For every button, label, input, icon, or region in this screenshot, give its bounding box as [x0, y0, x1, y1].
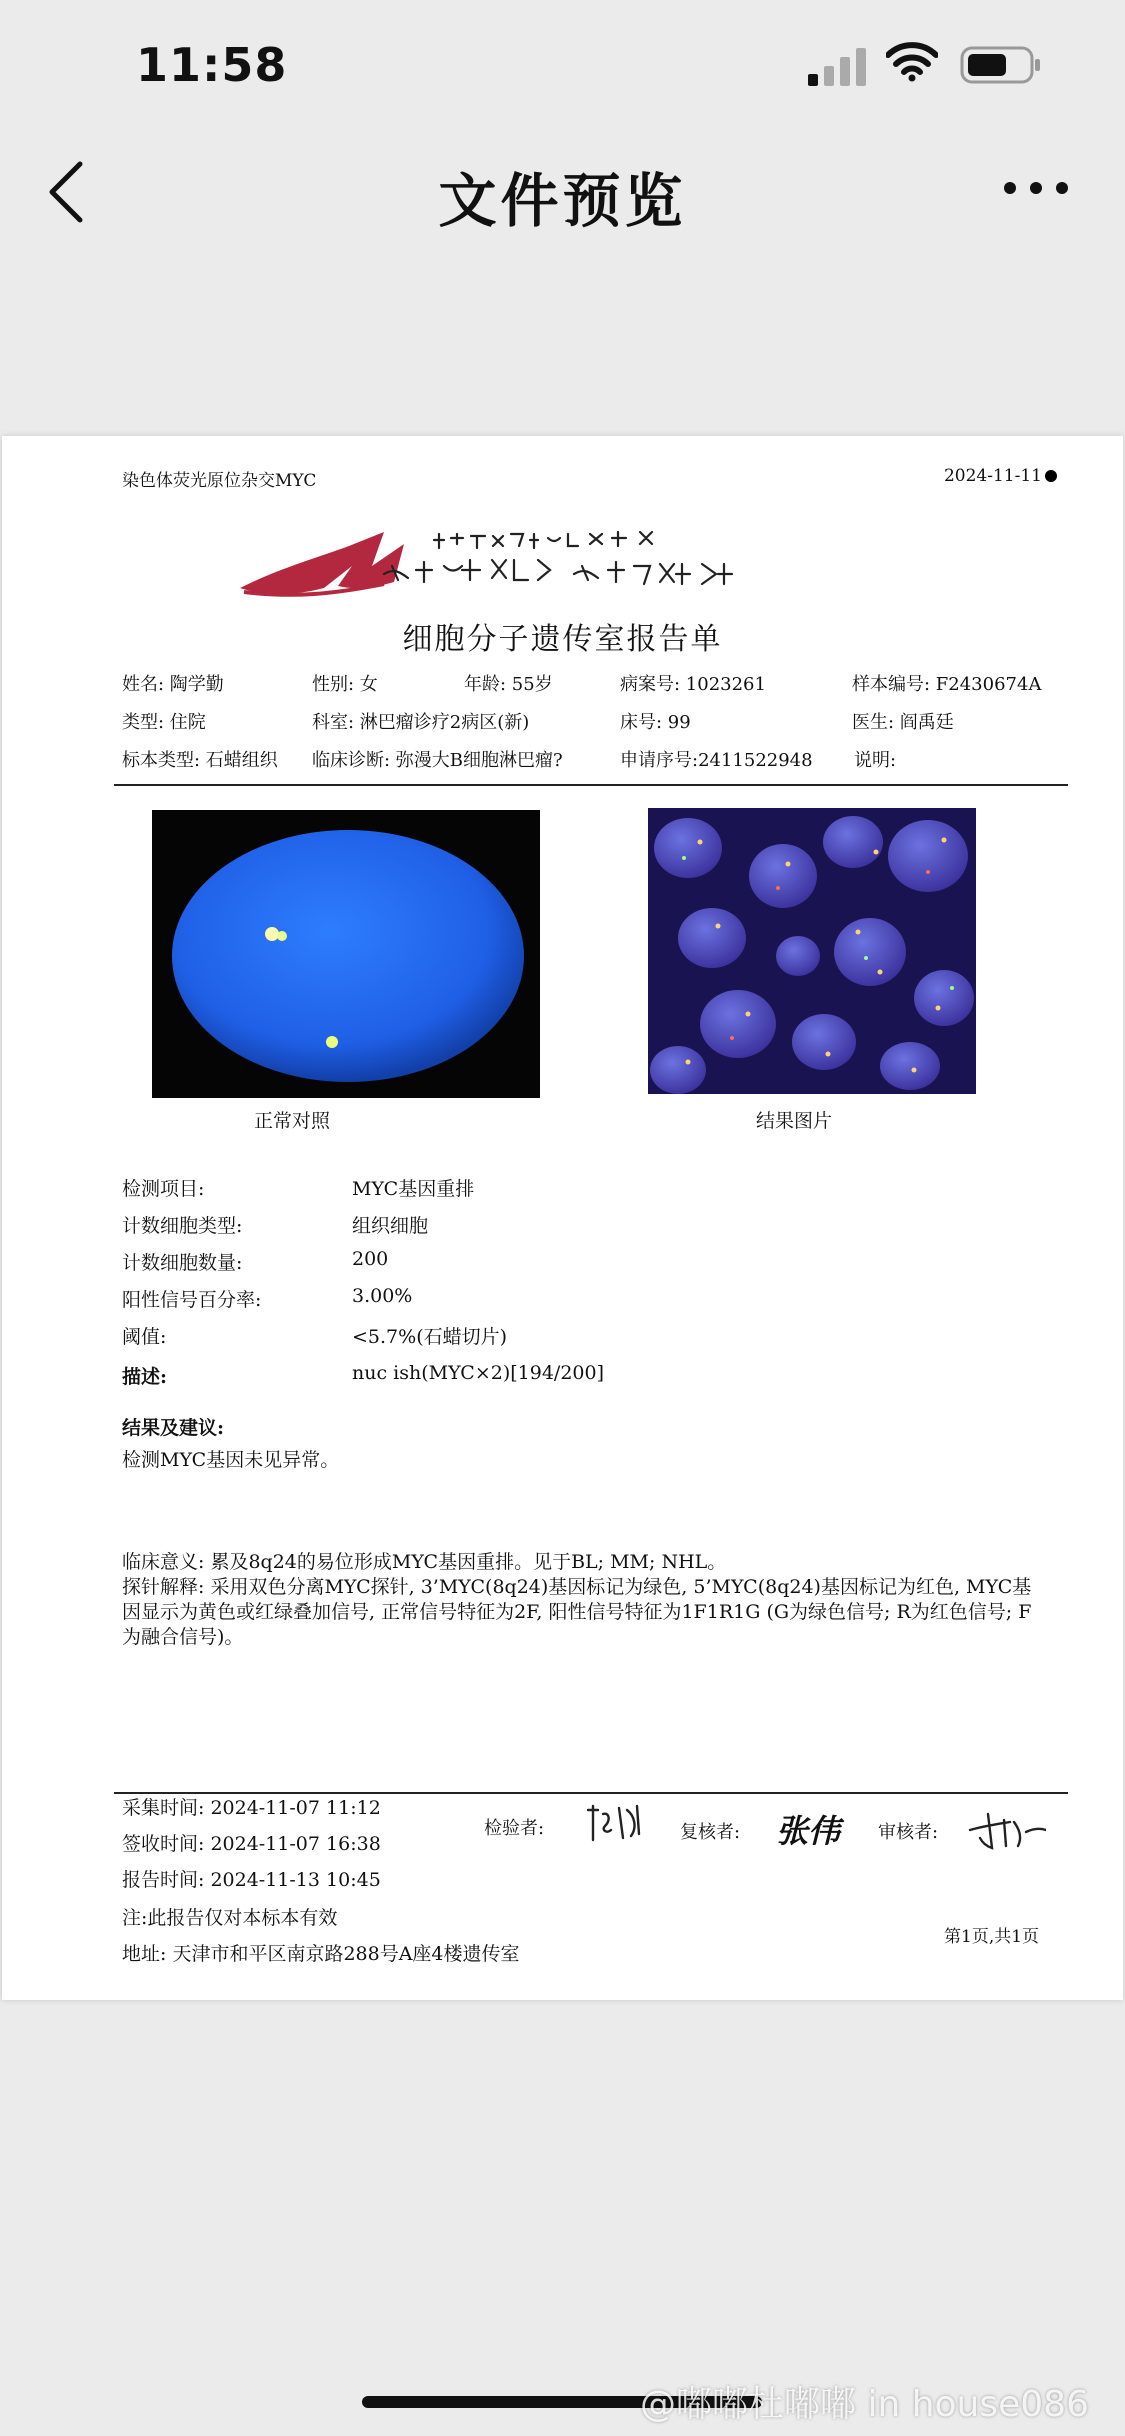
detail-label-item: 检测项目: — [122, 1178, 205, 1200]
hospital-logo — [234, 526, 804, 606]
detail-label-cell-count: 计数细胞数量: — [122, 1252, 243, 1274]
watermark: @嘟嘟杜嘟嘟 in house086 — [640, 2384, 1089, 2425]
lab-address: 地址: 天津市和平区南京路288号A座4楼遗传室 — [122, 1943, 520, 1965]
report-time: 报告时间: 2024-11-13 10:45 — [122, 1869, 381, 1891]
detail-label-threshold: 阈值: — [122, 1326, 167, 1348]
header-date — [944, 466, 1057, 486]
detail-value-description: nuc ish(MYC×2)[194/200] — [352, 1362, 605, 1384]
patient-type: 类型: 住院 — [122, 712, 206, 733]
doctor: 医生: 阎禹廷 — [852, 712, 954, 733]
detail-value-positive-rate: 3.00% — [352, 1285, 413, 1307]
result-title: 结果及建议: — [122, 1417, 225, 1439]
case-number: 病案号: 1023261 — [620, 674, 766, 695]
detail-value-threshold: <5.7%(石蜡切片) — [352, 1326, 508, 1348]
page-title: 文件预览 — [438, 167, 687, 235]
result-image — [648, 808, 976, 1094]
sample-number: 样本编号: F2430674A — [852, 674, 1042, 695]
result-image-caption: 结果图片 — [756, 1110, 833, 1132]
detail-label-description: 描述: — [122, 1366, 168, 1388]
info-row-2 — [2, 708, 1123, 738]
header-date-text: 2024-11-11 — [943, 466, 1042, 486]
auditor-label: 审核者: — [878, 1822, 939, 1843]
detail-label-cell-type: 计数细胞类型: — [122, 1215, 243, 1237]
info-row-3 — [2, 746, 1123, 776]
normal-control-caption: 正常对照 — [254, 1110, 331, 1132]
patient-age: 年龄: 55岁 — [464, 674, 553, 695]
request-number: 申请序号:2411522948 — [620, 750, 813, 771]
nav-bar — [0, 130, 1125, 250]
detail-value-item: MYC基因重排 — [352, 1178, 475, 1200]
test-name: 染色体荧光原位杂交MYC — [122, 471, 317, 491]
more-icon[interactable] — [1000, 176, 1072, 200]
bed-number: 床号: 99 — [620, 712, 691, 733]
auditor-signature — [966, 1808, 1046, 1852]
receive-time: 签收时间: 2024-11-07 16:38 — [122, 1833, 381, 1855]
wifi-icon — [886, 42, 938, 82]
specimen-type: 标本类型: 石蜡组织 — [122, 750, 278, 771]
report-title: 细胞分子遗传室报告单 — [402, 622, 723, 657]
clinical-significance: 临床意义: 累及8q24的易位形成MYC基因重排。见于BL; MM; NHL。 — [122, 1551, 727, 1573]
patient-name: 姓名: 陶学勤 — [122, 674, 224, 695]
reviewer-label: 复核者: — [680, 1822, 741, 1843]
battery-icon — [960, 46, 1042, 84]
reviewer-signature: 张伟 — [776, 1812, 841, 1850]
inspector-label: 检验者: — [484, 1818, 545, 1839]
patient-sex: 性别: 女 — [312, 674, 378, 695]
detail-label-positive-rate: 阳性信号百分率: — [122, 1289, 262, 1311]
detail-value-cell-type: 组织细胞 — [352, 1215, 429, 1237]
clinical-diagnosis: 临床诊断: 弥漫大B细胞淋巴瘤? — [312, 750, 563, 771]
probe-explanation: 探针解释: 采用双色分离MYC探针, 3’MYC(8q24)基因标记为绿色, 5’MYC(8q24)基因标记为红色, MYC基因显示为黄色或红绿叠加信号, 正常信号特征为2F, 阳性信号特征为1F1R1G (G为绿色信号; R为红色信号; F为融合信号)。 — [122, 1576, 1032, 1648]
detail-value-cell-count: 200 — [352, 1248, 389, 1270]
status-time: 11:58 — [136, 38, 288, 92]
report-note: 注:此报告仅对本标本有效 — [122, 1907, 338, 1929]
department: 科室: 淋巴瘤诊疗2病区(新) — [312, 712, 530, 733]
result-text: 检测MYC基因未见异常。 — [122, 1449, 340, 1471]
status-bar — [0, 0, 1125, 130]
page-number: 第1页,共1页 — [944, 1927, 1040, 1947]
normal-control-image — [152, 810, 540, 1098]
inspector-signature — [582, 1800, 642, 1848]
footer-divider — [114, 1792, 1068, 1794]
remarks-label: 说明: — [854, 750, 897, 771]
info-row-1 — [2, 670, 1123, 700]
collect-time: 采集时间: 2024-11-07 11:12 — [122, 1797, 381, 1819]
signal-icon — [808, 46, 868, 86]
document-preview[interactable] — [2, 436, 1123, 2000]
divider — [114, 784, 1068, 786]
